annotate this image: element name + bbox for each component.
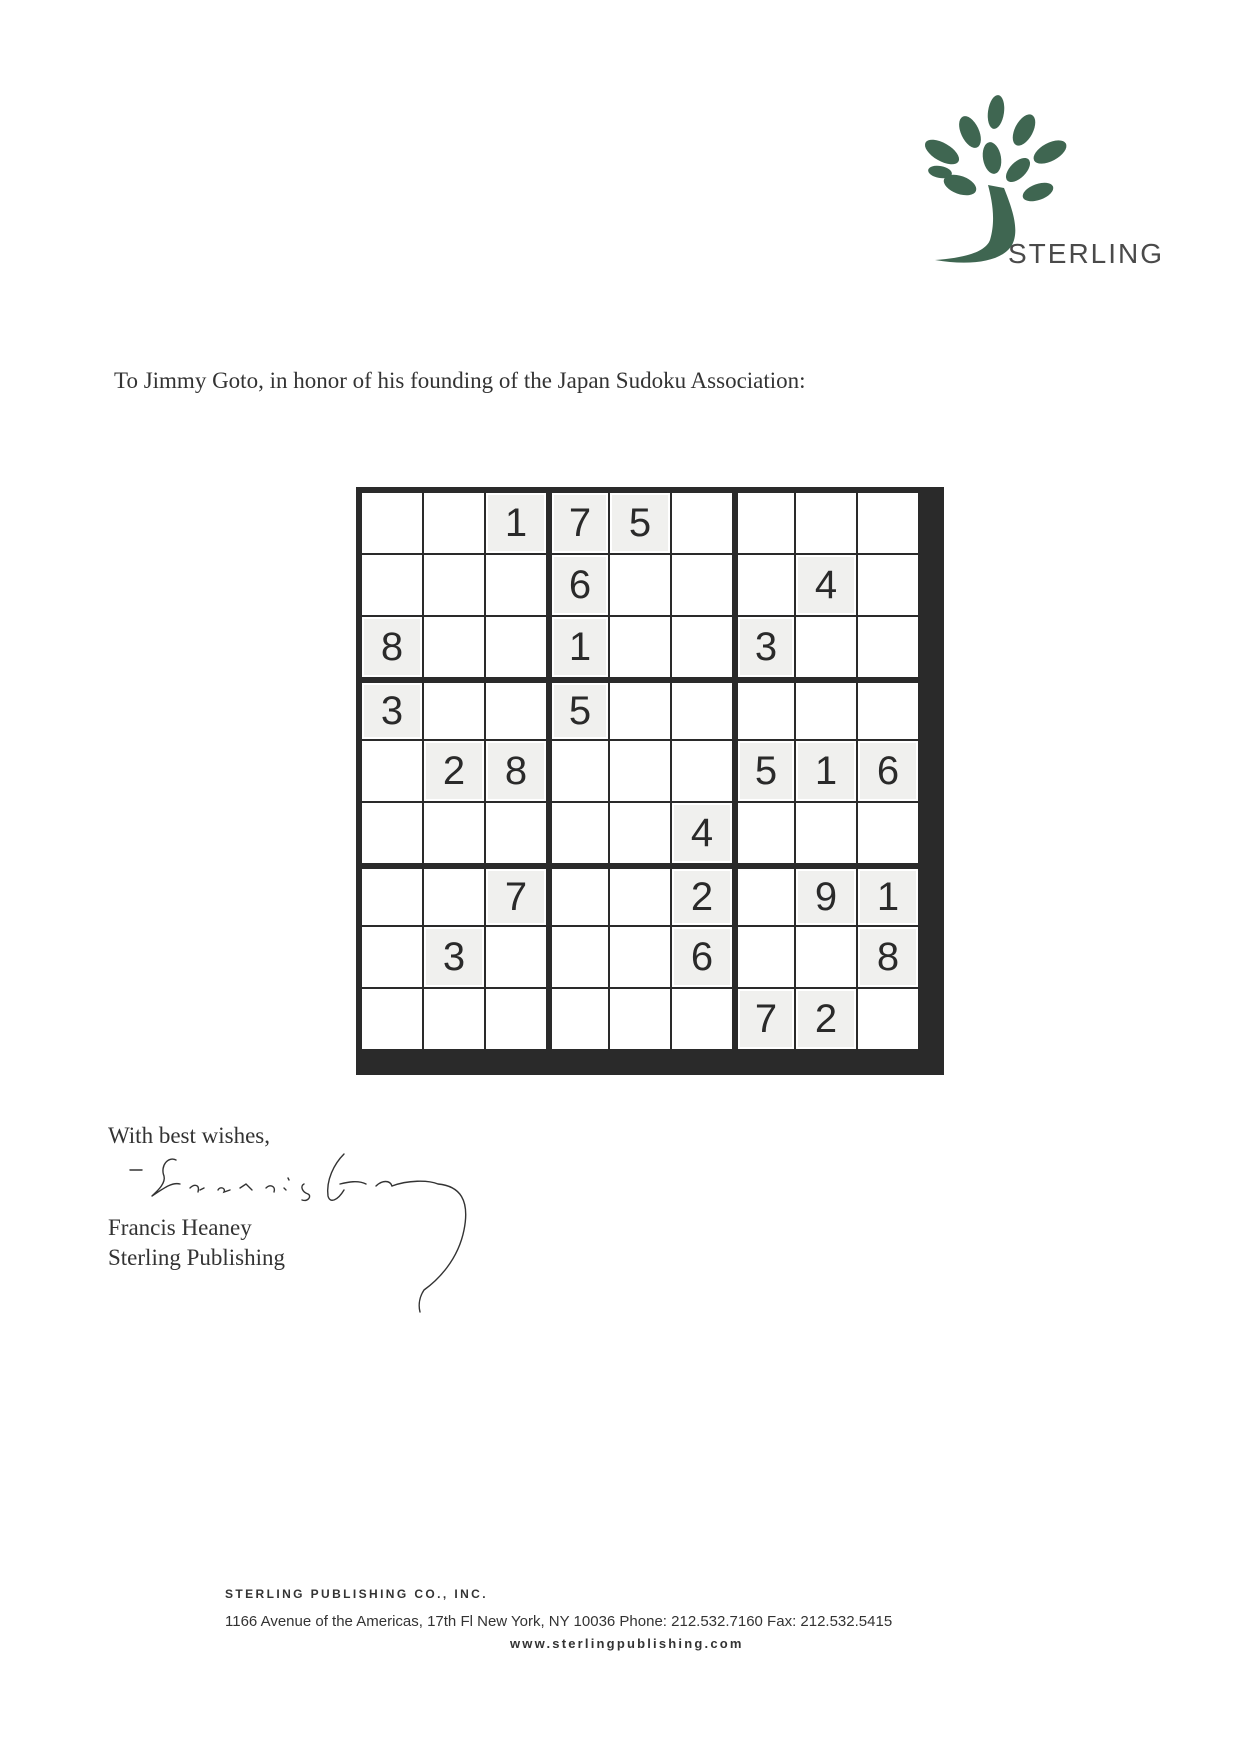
sudoku-cell <box>672 683 732 739</box>
sudoku-cell <box>424 493 484 553</box>
footer-company-name: STERLING PUBLISHING CO., INC. <box>225 1587 488 1601</box>
sudoku-cell <box>796 683 856 739</box>
sudoku-cell <box>858 683 918 739</box>
footer-website: www.sterlingpublishing.com <box>510 1636 744 1651</box>
sudoku-cell <box>610 617 670 677</box>
sudoku-cell <box>672 989 732 1049</box>
sudoku-cell <box>610 927 670 987</box>
sudoku-cell <box>610 803 670 863</box>
sudoku-cell <box>362 989 422 1049</box>
sudoku-cell: 7 <box>552 493 608 553</box>
sudoku-cell: 8 <box>486 741 546 801</box>
sudoku-cell <box>552 869 608 925</box>
sudoku-cell <box>738 683 794 739</box>
sudoku-cell <box>610 869 670 925</box>
sudoku-cell: 8 <box>858 927 918 987</box>
sudoku-cell <box>486 683 546 739</box>
sudoku-cell: 2 <box>672 869 732 925</box>
sudoku-cell <box>610 989 670 1049</box>
sudoku-cell <box>552 989 608 1049</box>
sudoku-cell <box>424 869 484 925</box>
sudoku-cell <box>424 803 484 863</box>
sudoku-cell: 4 <box>672 803 732 863</box>
sudoku-cell: 7 <box>738 989 794 1049</box>
sudoku-cell: 5 <box>552 683 608 739</box>
sudoku-cell: 7 <box>486 869 546 925</box>
sudoku-cell <box>796 803 856 863</box>
sudoku-cell <box>610 741 670 801</box>
sudoku-cell <box>738 869 794 925</box>
footer-address: 1166 Avenue of the Americas, 17th Fl New York, NY 10036 Phone: 212.532.7160 Fax: 212.532.5415 <box>225 1613 893 1630</box>
sudoku-cell <box>486 927 546 987</box>
sudoku-cell <box>738 555 794 615</box>
sudoku-cell: 9 <box>796 869 856 925</box>
sudoku-cell <box>362 927 422 987</box>
sudoku-cell <box>552 927 608 987</box>
sudoku-cell <box>858 493 918 553</box>
sudoku-cell <box>858 555 918 615</box>
signer-name: Francis Heaney <box>108 1215 252 1240</box>
sudoku-cell: 6 <box>672 927 732 987</box>
sudoku-cell: 1 <box>486 493 546 553</box>
sudoku-cell <box>672 493 732 553</box>
sudoku-cell <box>486 555 546 615</box>
sudoku-cell <box>858 803 918 863</box>
sudoku-cell <box>362 803 422 863</box>
sudoku-cell: 3 <box>362 683 422 739</box>
closing-text: With best wishes, <box>108 1123 270 1148</box>
sudoku-cell: 4 <box>796 555 856 615</box>
sudoku-cell <box>796 617 856 677</box>
sudoku-cell: 3 <box>424 927 484 987</box>
sudoku-cell <box>610 683 670 739</box>
sudoku-cell: 5 <box>610 493 670 553</box>
sudoku-cell: 6 <box>552 555 608 615</box>
sudoku-cell: 1 <box>858 869 918 925</box>
sudoku-cell <box>362 555 422 615</box>
sudoku-grid <box>356 487 944 1075</box>
sudoku-cell <box>738 927 794 987</box>
sudoku-cell: 8 <box>362 617 422 677</box>
sudoku-cell: 6 <box>858 741 918 801</box>
sudoku-cell: 2 <box>796 989 856 1049</box>
sudoku-cell <box>362 869 422 925</box>
sudoku-cell <box>858 989 918 1049</box>
sudoku-cell <box>424 683 484 739</box>
dedication-text: To Jimmy Goto, in honor of his founding of the Japan Sudoku Association: <box>114 368 806 393</box>
sudoku-cell: 1 <box>552 617 608 677</box>
sudoku-cell <box>424 989 484 1049</box>
sudoku-cell: 1 <box>796 741 856 801</box>
sudoku-cell <box>796 927 856 987</box>
sudoku-cell <box>672 741 732 801</box>
sudoku-cell <box>672 555 732 615</box>
sudoku-cell <box>486 989 546 1049</box>
sudoku-cell: 3 <box>738 617 794 677</box>
sudoku-cell <box>362 493 422 553</box>
sudoku-cell <box>552 741 608 801</box>
sudoku-cell <box>738 803 794 863</box>
sudoku-cell <box>672 617 732 677</box>
sudoku-cell <box>424 555 484 615</box>
sudoku-cell <box>362 741 422 801</box>
sudoku-cell <box>858 617 918 677</box>
sudoku-cell <box>486 803 546 863</box>
sterling-logo <box>900 90 1170 280</box>
sudoku-cell <box>486 617 546 677</box>
sudoku-cell <box>610 555 670 615</box>
logo-wordmark: STERLING <box>1008 238 1165 269</box>
sudoku-cell: 2 <box>424 741 484 801</box>
sudoku-cell <box>796 493 856 553</box>
signer-company: Sterling Publishing <box>108 1245 285 1270</box>
sudoku-cell: 5 <box>738 741 794 801</box>
sudoku-cell <box>424 617 484 677</box>
sudoku-cell <box>552 803 608 863</box>
sudoku-cell <box>738 493 794 553</box>
